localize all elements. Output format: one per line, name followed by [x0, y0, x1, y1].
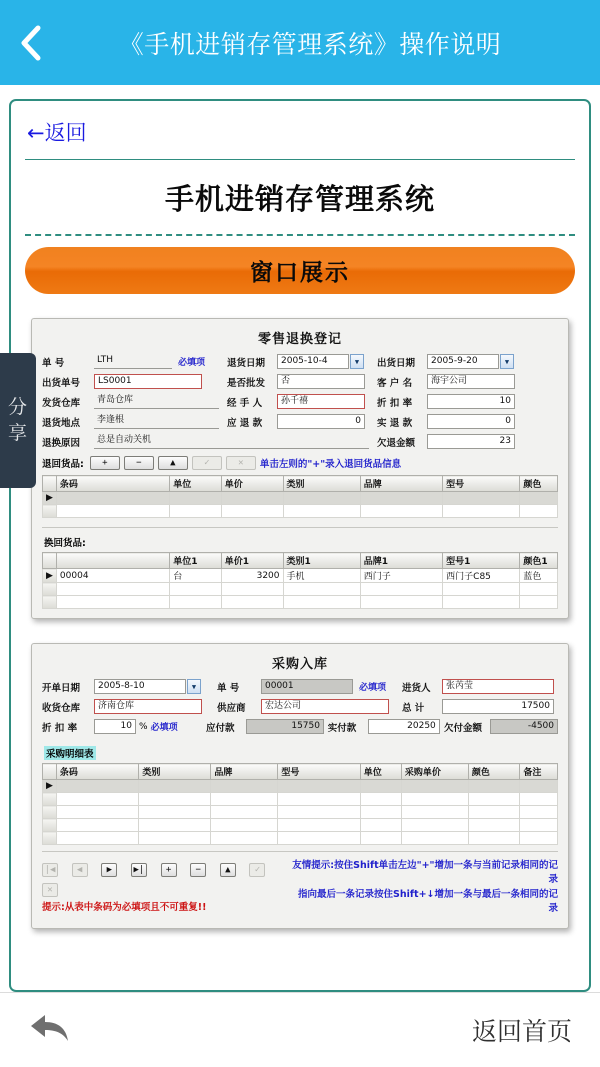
cell-price[interactable]: 3200	[221, 569, 283, 583]
hint-required-barcode: 提示:从表中条码为必填项且不可重复!!	[42, 902, 207, 913]
label-supplier: 供应商	[217, 702, 246, 714]
input-warehouse[interactable]: 青岛仓库	[94, 394, 219, 409]
cell-category[interactable]	[139, 819, 211, 832]
input-ship-no[interactable]: LS0001	[94, 374, 202, 389]
cell-unit[interactable]	[360, 806, 401, 819]
input-order-no-2[interactable]: 00001	[261, 679, 353, 694]
returned-goods-table	[42, 475, 558, 518]
cell-barcode[interactable]	[56, 806, 138, 819]
form1-row-4	[42, 414, 558, 429]
cell-model[interactable]: 西门子C85	[443, 569, 520, 583]
cell-barcode[interactable]: 00004	[56, 569, 169, 583]
cell-unit[interactable]	[360, 819, 401, 832]
field-discount-rate-2	[42, 719, 206, 734]
row-marker-header	[43, 476, 57, 492]
cell-barcode[interactable]	[56, 793, 138, 806]
field-owed-refund	[377, 434, 515, 449]
input-reason[interactable]: 总是自动关机	[94, 434, 369, 449]
last-record-button[interactable]: ▶|	[131, 863, 147, 877]
exchanged-goods-label: 换回货品:	[44, 538, 86, 549]
returned-goods-hint: 单击左则的"+"录入退回货品信息	[259, 459, 402, 470]
cell-model[interactable]	[443, 596, 520, 609]
cell-model[interactable]	[278, 806, 360, 819]
label-owed: 欠付金额	[444, 722, 483, 734]
document-title: 手机进销存管理系统	[164, 182, 435, 216]
cell-barcode[interactable]	[56, 819, 138, 832]
table-row[interactable]	[43, 793, 558, 806]
field-ship-no	[42, 374, 227, 389]
returned-goods-label: 退回货品:	[42, 459, 84, 470]
bottom-bar	[0, 992, 600, 1067]
col-unit: 单位	[170, 476, 222, 492]
cell-barcode[interactable]	[56, 583, 169, 596]
cell-remark[interactable]	[520, 793, 558, 806]
cell-model[interactable]	[443, 505, 520, 518]
header-back-button[interactable]	[0, 0, 60, 85]
field-due-refund	[227, 414, 377, 429]
table-row[interactable]	[43, 596, 558, 609]
cell-category[interactable]	[139, 780, 211, 793]
field-buyer	[402, 679, 554, 694]
cell-unit[interactable]: 台	[170, 569, 222, 583]
hint-shift-down: 指向最后一条记录按住Shift+↓增加一条与最后一条相同的记录	[298, 889, 558, 914]
form2-footer	[42, 857, 558, 914]
form2-row-2	[42, 699, 558, 714]
cell-model[interactable]	[443, 492, 520, 505]
add-record-button[interactable]: +	[161, 863, 177, 877]
form1-row-5	[42, 434, 558, 449]
label-bill-date: 开单日期	[42, 682, 81, 694]
row-marker: ▶	[43, 492, 57, 505]
input-owed[interactable]: -4500	[490, 719, 558, 734]
col-color: 颜色	[468, 764, 520, 780]
cell-unit[interactable]	[360, 780, 401, 793]
table-row[interactable]	[43, 819, 558, 832]
cell-category[interactable]	[283, 583, 360, 596]
row-marker	[43, 793, 57, 806]
field-reason	[42, 434, 377, 449]
cell-category[interactable]: 手机	[283, 569, 360, 583]
input-owed-refund[interactable]: 23	[427, 434, 515, 449]
label-actual-refund: 实 退 款	[377, 417, 413, 429]
hint-shift-click: 友情提示:按住Shift单击左边"+"增加一条与当前记录相同的记录	[292, 860, 558, 885]
note-order-no-required: 必填项	[178, 358, 206, 368]
label-order-no-2: 单 号	[217, 682, 240, 694]
input-discount-rate-2[interactable]: 10	[94, 719, 136, 734]
cell-brand[interactable]	[360, 596, 442, 609]
purchase-detail-table	[42, 763, 558, 845]
field-recv-warehouse	[42, 699, 217, 714]
table-row[interactable]	[43, 505, 558, 518]
cell-barcode[interactable]	[56, 492, 169, 505]
field-return-place	[42, 414, 227, 429]
confirm-row-button: ✓	[192, 456, 222, 470]
label-handler: 经 手 人	[227, 397, 263, 409]
form-panel-retail-return	[31, 318, 569, 619]
row-marker	[43, 806, 57, 819]
input-total[interactable]: 17500	[442, 699, 554, 714]
page-title: 《手机进销存管理系统》操作说明	[118, 29, 502, 59]
next-record-button[interactable]: ▶	[101, 863, 117, 877]
col-model: 型号	[443, 476, 520, 492]
reply-arrow-icon	[28, 1030, 72, 1049]
label-owed-refund: 欠退金额	[377, 437, 416, 449]
cell-price[interactable]	[221, 583, 283, 596]
cell-category[interactable]	[139, 806, 211, 819]
note-discount-required: 必填项	[150, 723, 178, 733]
table-header-row	[43, 553, 558, 569]
first-record-button: |◀	[42, 863, 58, 877]
cell-remark[interactable]	[520, 819, 558, 832]
cell-purchase-price[interactable]	[401, 806, 468, 819]
table-header-row	[43, 764, 558, 780]
cell-brand[interactable]	[360, 492, 442, 505]
form2-row-1	[42, 679, 558, 694]
col-barcode-1	[56, 553, 169, 569]
cell-purchase-price[interactable]	[401, 819, 468, 832]
input-ship-date[interactable]: 2005-9-20	[427, 354, 499, 369]
cell-price[interactable]	[221, 505, 283, 518]
cell-category[interactable]	[283, 505, 360, 518]
cell-color[interactable]	[520, 492, 558, 505]
form1-row-1	[42, 354, 558, 369]
cell-barcode[interactable]	[56, 505, 169, 518]
cell-color[interactable]: 蓝色	[520, 569, 558, 583]
cell-price[interactable]	[221, 492, 283, 505]
form1-title: 零售退换登记	[257, 332, 342, 347]
cell-unit[interactable]	[170, 492, 222, 505]
col-brand: 品牌	[360, 476, 442, 492]
input-handler[interactable]: 孙千禧	[277, 394, 365, 409]
table-row[interactable]	[43, 832, 558, 845]
cell-barcode[interactable]	[56, 832, 138, 845]
field-return-date	[227, 354, 377, 369]
cell-price[interactable]	[221, 596, 283, 609]
cell-remark[interactable]	[520, 806, 558, 819]
chevron-down-icon-bill-date[interactable]: ▼	[187, 679, 201, 694]
cell-category[interactable]	[139, 832, 211, 845]
share-tab-label-1: 分	[7, 395, 28, 418]
table-row[interactable]	[43, 806, 558, 819]
record-nav-buttons	[42, 857, 292, 897]
cell-brand[interactable]	[211, 793, 278, 806]
label-payable: 应付款	[205, 722, 235, 734]
prev-record-button: ◀	[72, 863, 88, 877]
field-customer	[377, 374, 515, 389]
label-discount-rate: 折 扣 率	[377, 397, 413, 409]
input-payable[interactable]: 15750	[246, 719, 324, 734]
col-barcode: 条码	[56, 764, 138, 780]
cell-unit[interactable]	[170, 505, 222, 518]
form-panel-purchase-inbound	[31, 643, 569, 929]
label-ship-date: 出货日期	[377, 357, 416, 369]
cell-brand[interactable]	[360, 583, 442, 596]
input-due-refund[interactable]: 0	[277, 414, 365, 429]
label-wholesale: 是否批发	[227, 377, 266, 389]
col-remark: 备注	[520, 764, 558, 780]
back-link[interactable]: ←返回	[27, 121, 87, 145]
col-color: 颜色	[520, 476, 558, 492]
cell-color[interactable]	[468, 806, 520, 819]
col-category: 类别	[283, 476, 360, 492]
field-warehouse	[42, 394, 227, 409]
col-color-1: 颜色1	[520, 553, 558, 569]
field-actual-refund	[377, 414, 515, 429]
field-supplier	[217, 699, 402, 714]
input-recv-warehouse[interactable]: 济南仓库	[94, 699, 202, 714]
label-order-no: 单 号	[42, 357, 65, 369]
footer-back-button[interactable]	[28, 1011, 72, 1049]
cell-brand[interactable]	[360, 505, 442, 518]
friendly-hint-area	[292, 857, 558, 914]
col-barcode: 条码	[56, 476, 169, 492]
cancel-row-button: ✕	[226, 456, 256, 470]
cell-unit[interactable]	[360, 793, 401, 806]
cell-brand[interactable]	[211, 819, 278, 832]
cancel-record-button: ✕	[42, 883, 58, 897]
chevron-down-icon-return-date[interactable]: ▼	[350, 354, 364, 369]
cell-model[interactable]	[278, 793, 360, 806]
share-tab-label-2: 享	[7, 421, 28, 444]
col-purchase-price: 采购单价	[401, 764, 468, 780]
input-order-no[interactable]: LTH	[94, 354, 172, 369]
col-model: 型号	[278, 764, 360, 780]
remove-row-button[interactable]: −	[124, 456, 154, 470]
panel-divider	[42, 527, 558, 528]
window-demo-button[interactable]: 窗口展示	[25, 247, 575, 294]
col-model-1: 型号1	[443, 553, 520, 569]
content-card	[9, 99, 591, 992]
cell-barcode[interactable]	[56, 596, 169, 609]
cell-remark[interactable]	[520, 780, 558, 793]
cell-model[interactable]	[278, 780, 360, 793]
form1-row-2	[42, 374, 558, 389]
field-paid	[328, 719, 444, 734]
row-marker: ▶	[43, 780, 57, 793]
field-bill-date	[42, 679, 217, 694]
cell-category[interactable]	[283, 492, 360, 505]
cell-color[interactable]	[520, 583, 558, 596]
col-unit: 单位	[360, 764, 401, 780]
field-order-no	[42, 354, 227, 369]
cell-color[interactable]	[520, 596, 558, 609]
cell-model[interactable]	[278, 832, 360, 845]
label-warehouse: 发货仓库	[42, 397, 81, 409]
exchanged-goods-table	[42, 552, 558, 609]
field-total	[402, 699, 554, 714]
table-row[interactable]	[43, 569, 558, 583]
input-supplier[interactable]: 宏达公司	[261, 699, 389, 714]
cell-unit[interactable]	[170, 596, 222, 609]
input-bill-date[interactable]: 2005-8-10	[94, 679, 186, 694]
col-unit-1: 单位1	[170, 553, 222, 569]
row-marker: ▶	[43, 569, 57, 583]
cell-barcode[interactable]	[56, 780, 138, 793]
col-brand: 品牌	[211, 764, 278, 780]
form2-title: 采购入库	[271, 657, 328, 672]
cell-color[interactable]	[520, 505, 558, 518]
input-discount-rate[interactable]: 10	[427, 394, 515, 409]
cell-brand[interactable]: 西门子	[360, 569, 442, 583]
record-nav-area	[42, 857, 292, 913]
cell-brand[interactable]	[211, 832, 278, 845]
input-actual-refund[interactable]: 0	[427, 414, 515, 429]
cell-purchase-price[interactable]	[401, 780, 468, 793]
add-row-button[interactable]: +	[90, 456, 120, 470]
col-price-1: 单价1	[221, 553, 283, 569]
col-price: 单价	[221, 476, 283, 492]
up-record-button[interactable]: ▲	[220, 863, 236, 877]
divider-dashed	[25, 234, 575, 236]
input-return-date[interactable]: 2005-10-4	[277, 354, 349, 369]
confirm-record-button: ✓	[249, 863, 265, 877]
cell-brand[interactable]	[211, 806, 278, 819]
panel-divider-2	[42, 851, 558, 852]
return-home-label[interactable]: 返回首页	[471, 1017, 572, 1046]
row-marker	[43, 832, 57, 845]
delete-record-button[interactable]: −	[190, 863, 206, 877]
label-recv-warehouse: 收货仓库	[42, 702, 81, 714]
form2-row-3	[42, 719, 558, 734]
cell-model[interactable]	[443, 583, 520, 596]
cell-category[interactable]	[283, 596, 360, 609]
cell-model[interactable]	[278, 819, 360, 832]
row-marker	[43, 505, 57, 518]
table-row[interactable]	[43, 583, 558, 596]
row-marker	[43, 583, 57, 596]
label-due-refund: 应 退 款	[227, 417, 263, 429]
label-total: 总 计	[402, 702, 425, 714]
chevron-left-icon	[17, 23, 43, 63]
cell-unit[interactable]	[360, 832, 401, 845]
input-customer[interactable]: 海宇公司	[427, 374, 515, 389]
table-row[interactable]	[43, 780, 558, 793]
field-discount-rate	[377, 394, 515, 409]
form1-row-3	[42, 394, 558, 409]
col-category: 类别	[139, 764, 211, 780]
field-handler	[227, 394, 377, 409]
cell-unit[interactable]	[170, 583, 222, 596]
cell-color[interactable]	[468, 780, 520, 793]
app-header	[0, 0, 600, 85]
input-wholesale[interactable]: 否	[277, 374, 365, 389]
cell-color[interactable]	[468, 832, 520, 845]
field-wholesale	[227, 374, 377, 389]
returned-goods-toolbar	[42, 456, 558, 470]
note-order-no-2-required: 必填项	[359, 683, 387, 693]
cell-brand[interactable]	[211, 780, 278, 793]
chevron-down-icon-ship-date[interactable]: ▼	[500, 354, 514, 369]
label-ship-no: 出货单号	[42, 377, 81, 389]
field-owed	[444, 719, 558, 734]
cell-color[interactable]	[468, 819, 520, 832]
up-row-button[interactable]: ▲	[158, 456, 188, 470]
col-brand-1: 品牌1	[360, 553, 442, 569]
label-discount-rate-2: 折 扣 率	[42, 722, 78, 734]
table-row[interactable]	[43, 492, 558, 505]
purchase-detail-label: 采购明细表	[44, 746, 96, 760]
input-buyer[interactable]: 张芮莹	[442, 679, 554, 694]
row-marker	[43, 819, 57, 832]
label-reason: 退换原因	[42, 437, 81, 449]
cell-category[interactable]	[139, 793, 211, 806]
input-paid[interactable]: 20250	[368, 719, 440, 734]
table-header-row	[43, 476, 558, 492]
label-return-date: 退货日期	[227, 357, 266, 369]
input-return-place[interactable]: 李逢根	[94, 414, 219, 429]
cell-color[interactable]	[468, 793, 520, 806]
field-ship-date	[377, 354, 514, 369]
label-buyer: 进货人	[402, 682, 431, 694]
label-paid: 实付款	[327, 722, 357, 734]
cell-purchase-price[interactable]	[401, 832, 468, 845]
field-payable	[206, 719, 328, 734]
discount-unit: %	[139, 721, 148, 732]
label-customer: 客 户 名	[377, 377, 413, 389]
row-marker-header	[43, 764, 57, 780]
cell-remark[interactable]	[520, 832, 558, 845]
field-order-no-2	[217, 679, 402, 694]
row-marker	[43, 596, 57, 609]
cell-purchase-price[interactable]	[401, 793, 468, 806]
label-return-place: 退货地点	[42, 417, 81, 429]
col-category-1: 类别1	[283, 553, 360, 569]
row-marker-header	[43, 553, 57, 569]
share-tab[interactable]	[0, 353, 36, 488]
